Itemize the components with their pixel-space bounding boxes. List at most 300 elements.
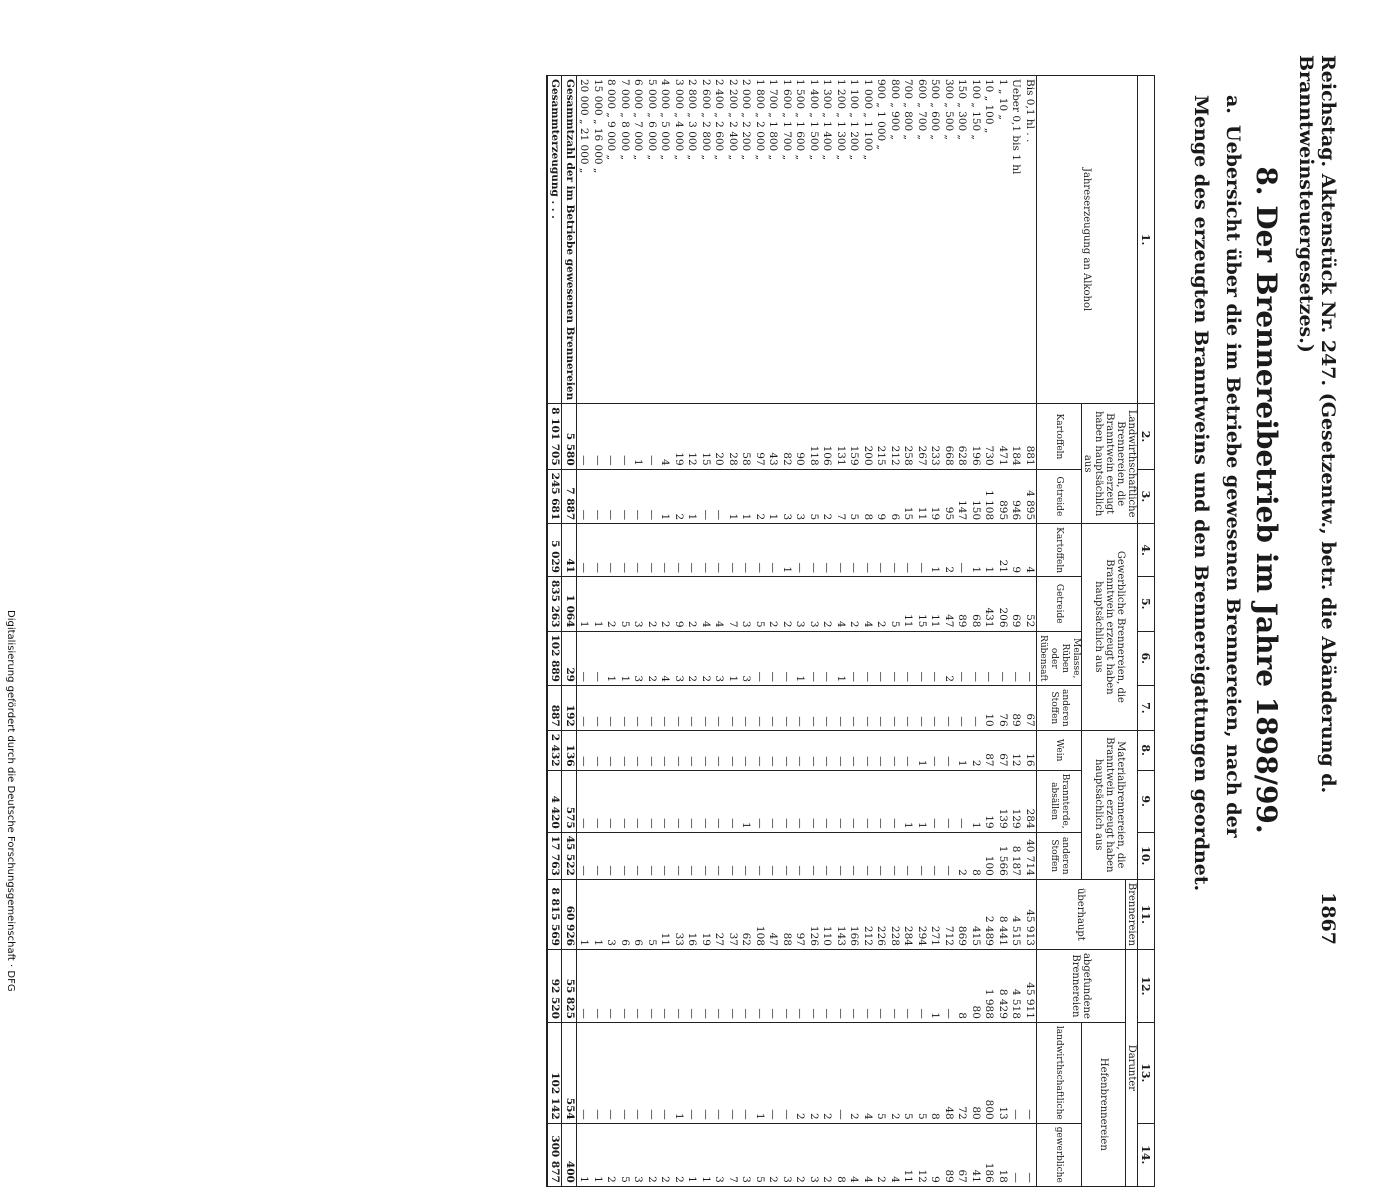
table-cell: 575 <box>562 770 577 832</box>
table-cell: 887 <box>547 686 562 731</box>
row-label: 1 800 „ 2 000 „ <box>753 76 767 404</box>
table-cell: 7 <box>834 469 848 524</box>
table-cell: — <box>834 730 848 770</box>
table-cell: 100 <box>982 832 996 879</box>
table-cell: 2 <box>942 524 956 577</box>
table-row <box>766 76 780 1187</box>
table-row <box>861 76 875 1187</box>
column-number-row <box>1138 76 1155 1187</box>
page-number: 1867 <box>1317 892 1339 945</box>
table-row <box>996 76 1010 1187</box>
table-row <box>739 76 753 1187</box>
table-cell: 1 108 <box>982 469 996 524</box>
table-cell: 11 <box>915 469 929 524</box>
table-cell: — <box>604 730 618 770</box>
table-cell: — <box>726 949 740 1022</box>
table-cell: 2 <box>672 1123 686 1186</box>
row-label: 100 „ 150 „ <box>969 76 983 404</box>
table-cell: — <box>807 686 821 731</box>
table-cell: 3 <box>793 577 807 632</box>
table-cell: — <box>1009 1022 1023 1123</box>
table-cell: 4 <box>658 404 672 469</box>
table-cell: — <box>739 832 753 879</box>
table-cell: — <box>942 770 956 832</box>
table-cell: 27 <box>712 879 726 949</box>
table-cell: 5 <box>645 879 659 949</box>
table-cell: 1 <box>591 879 605 949</box>
table-cell: 5 <box>618 577 632 632</box>
table-cell: 233 <box>928 404 942 469</box>
table-cell: — <box>793 770 807 832</box>
dfg-note: Digitalisierung gefördert durch die Deutsche Forschungsgemeinschaft · DFG <box>5 610 16 992</box>
table-cell: 1 <box>753 1022 767 1123</box>
table-cell: — <box>577 631 591 686</box>
table-cell: 8 815 569 <box>547 879 562 949</box>
table-cell: — <box>780 832 794 879</box>
row-label: 3 000 „ 4 000 „ <box>672 76 686 404</box>
table-cell: 89 <box>1009 686 1023 731</box>
table-cell: — <box>753 524 767 577</box>
table-cell: 87 <box>982 730 996 770</box>
table-cell: 4 895 <box>1023 469 1037 524</box>
table-cell: 12 <box>1009 730 1023 770</box>
table-cell: — <box>874 631 888 686</box>
table-cell: 13 <box>996 1022 1010 1123</box>
table-cell: 6 <box>888 469 902 524</box>
table-cell: 15 <box>901 469 915 524</box>
header-darunter: Darunter <box>1126 949 1138 1186</box>
table-cell: 97 <box>753 404 767 469</box>
table-cell: 196 <box>969 404 983 469</box>
table-cell: — <box>888 949 902 1022</box>
table-cell: 20 <box>712 404 726 469</box>
table-cell: 108 <box>753 879 767 949</box>
table-cell: 92 520 <box>547 949 562 1022</box>
table-cell: — <box>645 469 659 524</box>
column-number: 4. <box>1138 524 1155 577</box>
row-label: 700 „ 800 „ <box>901 76 915 404</box>
sub-header: Melasse, Rüben oder Rübensaft <box>1037 631 1082 686</box>
row-label: 900 „ 1 000 „ <box>874 76 888 404</box>
table-cell: 16 <box>1023 730 1037 770</box>
table-cell: — <box>631 469 645 524</box>
table-cell: 29 <box>562 631 577 686</box>
table-cell: — <box>591 949 605 1022</box>
table-cell: 150 <box>969 469 983 524</box>
row-label: 1 „ 10 „ <box>996 76 1010 404</box>
table-cell: — <box>618 1022 632 1123</box>
table-cell: 228 <box>888 879 902 949</box>
table-cell: 5 <box>753 577 767 632</box>
table-cell: — <box>591 730 605 770</box>
table-cell: 2 <box>820 577 834 632</box>
table-cell: — <box>888 832 902 879</box>
table-cell: — <box>699 469 713 524</box>
table-cell: — <box>672 832 686 879</box>
table-cell: — <box>766 686 780 731</box>
table-cell: — <box>766 730 780 770</box>
table-cell: — <box>658 770 672 832</box>
table-cell: 3 <box>604 879 618 949</box>
table-cell: — <box>726 686 740 731</box>
table-cell: 102 889 <box>547 631 562 686</box>
table-cell: — <box>1023 1022 1037 1123</box>
header-material: Materialbrennereien, die Branntwein erzeugt haben hauptsächlich aus <box>1082 730 1138 879</box>
table-cell: — <box>699 686 713 731</box>
table-row <box>672 76 686 1187</box>
table-row <box>928 76 942 1187</box>
table-cell: 2 <box>753 469 767 524</box>
column-number: 8. <box>1138 730 1155 770</box>
table-cell: 52 <box>1023 577 1037 632</box>
table-row <box>699 76 713 1187</box>
table-cell: 415 <box>969 879 983 949</box>
table-cell: 47 <box>942 577 956 632</box>
table-row <box>874 76 888 1187</box>
table-cell: — <box>699 730 713 770</box>
row-label: 600 „ 700 „ <box>915 76 929 404</box>
table-cell: 554 <box>562 1022 577 1123</box>
table-cell: — <box>915 949 929 1022</box>
table-cell: — <box>631 524 645 577</box>
table-cell: — <box>861 770 875 832</box>
table-cell: 11 <box>901 577 915 632</box>
column-number: 2. <box>1138 404 1155 469</box>
table-row <box>807 76 821 1187</box>
table-cell: 1 988 <box>982 949 996 1022</box>
table-cell: — <box>658 686 672 731</box>
table-cell: 102 142 <box>547 1022 562 1123</box>
table-cell: 76 <box>996 686 1010 731</box>
table-cell: 471 <box>996 404 1010 469</box>
table-cell: — <box>672 949 686 1022</box>
table-cell: — <box>618 770 632 832</box>
table-row <box>591 76 605 1187</box>
table-cell: 106 <box>820 404 834 469</box>
table-cell: — <box>969 686 983 731</box>
table-cell: 3 <box>807 577 821 632</box>
table-cell: — <box>928 832 942 879</box>
row-label: 4 000 „ 5 000 „ <box>658 76 672 404</box>
table-cell: 40 714 <box>1023 832 1037 879</box>
table-cell: — <box>780 770 794 832</box>
table-cell: 5 <box>874 1022 888 1123</box>
table-cell: 10 <box>982 686 996 731</box>
sub-header: anderen Stoffen <box>1037 686 1082 731</box>
table-cell: 2 <box>820 1123 834 1186</box>
table-cell: — <box>955 524 969 577</box>
sub-header: anderen Stoffen <box>1037 832 1082 879</box>
table-cell: — <box>618 949 632 1022</box>
table-cell: — <box>645 524 659 577</box>
table-cell: — <box>658 524 672 577</box>
table-cell: 67 <box>1023 686 1037 731</box>
table-cell: 200 <box>861 404 875 469</box>
row-label: 5 000 „ 6 000 „ <box>645 76 659 404</box>
table-cell: — <box>928 631 942 686</box>
table-cell: 62 <box>739 879 753 949</box>
side-note <box>2 610 16 990</box>
table-row <box>1023 76 1037 1187</box>
column-number: 12. <box>1138 949 1155 1022</box>
table-cell: 8 441 <box>996 879 1010 949</box>
table-cell: 9 <box>672 577 686 632</box>
table-cell: — <box>834 770 848 832</box>
table-cell: 3 <box>739 577 753 632</box>
table-cell: — <box>577 469 591 524</box>
table-cell: — <box>591 469 605 524</box>
table-cell: 90 <box>793 404 807 469</box>
table-cell: 3 <box>780 469 794 524</box>
rotated-page <box>215 55 1345 1183</box>
table-cell: — <box>604 1022 618 1123</box>
row-label: 15 000 „ 16 000 „ <box>591 76 605 404</box>
header-production: Jahreserzeugung an Alkohol <box>1037 76 1138 404</box>
table-cell: 5 <box>888 577 902 632</box>
table-cell: — <box>780 686 794 731</box>
table-cell: 2 <box>766 1123 780 1186</box>
table-cell: — <box>780 631 794 686</box>
table-cell: 41 <box>969 1123 983 1186</box>
table-cell: 1 <box>982 524 996 577</box>
table-cell: — <box>753 832 767 879</box>
table-cell: 946 <box>1009 469 1023 524</box>
table-cell: — <box>780 730 794 770</box>
table-cell: — <box>888 730 902 770</box>
table-cell: 12 <box>915 1123 929 1186</box>
table-row <box>658 76 672 1187</box>
table-cell: 19 <box>672 404 686 469</box>
table-cell: 7 887 <box>562 469 577 524</box>
table-cell: — <box>618 469 632 524</box>
table-cell: 88 <box>780 879 794 949</box>
table-cell: — <box>577 832 591 879</box>
table-cell: — <box>631 686 645 731</box>
table-cell: 72 <box>955 1022 969 1123</box>
table-cell: — <box>685 832 699 879</box>
table-cell: 1 <box>685 469 699 524</box>
table-cell: 1 064 <box>562 577 577 632</box>
table-row <box>712 76 726 1187</box>
table-cell: 1 <box>969 524 983 577</box>
row-label: 1 000 „ 1 100 „ <box>861 76 875 404</box>
table-cell: 159 <box>847 404 861 469</box>
row-label: 1 400 „ 1 500 „ <box>807 76 821 404</box>
table-cell: 8 187 <box>1009 832 1023 879</box>
table-cell: 431 <box>982 577 996 632</box>
table-row <box>915 76 929 1187</box>
table-cell: — <box>712 469 726 524</box>
table-cell: — <box>861 730 875 770</box>
table-cell: — <box>712 524 726 577</box>
table-cell: 1 <box>591 1123 605 1186</box>
table-row <box>969 76 983 1187</box>
row-label: 300 „ 500 „ <box>942 76 956 404</box>
row-label: Ueber 0,1 bis 1 hl <box>1009 76 1023 404</box>
column-number: 10. <box>1138 832 1155 879</box>
table-cell: 2 <box>942 631 956 686</box>
table-cell: — <box>942 686 956 731</box>
table-cell: 3 <box>712 1123 726 1186</box>
table-cell: 1 <box>658 469 672 524</box>
table-cell: 2 <box>847 1022 861 1123</box>
table-cell: 1 <box>901 770 915 832</box>
table-cell: — <box>901 949 915 1022</box>
table-cell: 5 <box>901 1022 915 1123</box>
table-cell: 184 <box>1009 404 1023 469</box>
table-cell: — <box>847 631 861 686</box>
table-cell: — <box>874 770 888 832</box>
page-header <box>1295 55 1345 945</box>
sub-header: landwirthschaftliche <box>1037 1022 1082 1123</box>
table-cell: — <box>577 1022 591 1123</box>
table-cell: 9 <box>928 1123 942 1186</box>
table-cell: — <box>604 949 618 1022</box>
table-cell: — <box>645 404 659 469</box>
table-cell: 143 <box>834 879 848 949</box>
table-cell: 2 <box>672 469 686 524</box>
table-cell: — <box>739 686 753 731</box>
table-cell: 835 263 <box>547 577 562 632</box>
column-number: 1. <box>1138 76 1155 404</box>
header-gewerbl: Gewerbliche Brennereien, die Branntwein erzeugt haben hauptsächlich aus <box>1082 524 1138 731</box>
table-cell: 267 <box>915 404 929 469</box>
table-cell: — <box>712 686 726 731</box>
table-cell: 3 <box>739 631 753 686</box>
table-cell: 8 <box>861 469 875 524</box>
table-cell: — <box>820 770 834 832</box>
table-cell: 11 <box>658 879 672 949</box>
table-cell: — <box>699 949 713 1022</box>
table-cell: 2 <box>847 577 861 632</box>
header-hefen: Hefenbrennereien <box>1082 1022 1126 1186</box>
table-cell: 9 <box>874 469 888 524</box>
table-cell: 18 <box>996 1123 1010 1186</box>
table-cell: — <box>861 524 875 577</box>
table-cell: 215 <box>874 404 888 469</box>
table-row <box>604 76 618 1187</box>
table-cell: — <box>834 686 848 731</box>
table-cell: 4 420 <box>547 770 562 832</box>
table-cell: — <box>1009 631 1023 686</box>
table-cell: — <box>685 770 699 832</box>
table-cell: 1 566 <box>996 832 1010 879</box>
table-cell: — <box>577 770 591 832</box>
table-cell: — <box>847 686 861 731</box>
table-cell: 19 <box>699 879 713 949</box>
table-cell: 9 <box>1009 524 1023 577</box>
table-cell: — <box>874 524 888 577</box>
table-cell: 2 <box>604 1123 618 1186</box>
table-cell: — <box>753 686 767 731</box>
table-cell: 136 <box>562 730 577 770</box>
table-cell: 4 <box>1023 524 1037 577</box>
table-cell: 206 <box>996 577 1010 632</box>
table-cell: — <box>834 949 848 1022</box>
table-cell: — <box>807 631 821 686</box>
table-cell: 68 <box>969 577 983 632</box>
table-cell: 45 913 <box>1023 879 1037 949</box>
distillery-table <box>546 75 1155 1187</box>
table-cell: — <box>685 524 699 577</box>
table-cell: 2 <box>658 1123 672 1186</box>
table-cell: 192 <box>562 686 577 731</box>
table-row <box>645 76 659 1187</box>
table-cell: 1 <box>577 879 591 949</box>
table-cell: — <box>766 524 780 577</box>
table-cell: — <box>901 524 915 577</box>
table-cell: 7 <box>726 1123 740 1186</box>
header-landw: Landwirthschaftliche Brennereien, die Branntwein erzeugt haben hauptsächlich aus <box>1082 404 1138 524</box>
table-row <box>901 76 915 1187</box>
table-cell: 2 432 <box>547 730 562 770</box>
table-cell: — <box>604 770 618 832</box>
table-cell: — <box>955 770 969 832</box>
table-cell: 1 <box>591 577 605 632</box>
table-cell: 4 <box>658 631 672 686</box>
table-cell: 4 <box>834 577 848 632</box>
table-cell: — <box>753 949 767 1022</box>
table-cell: — <box>901 631 915 686</box>
table-cell: — <box>658 1022 672 1123</box>
table-cell: 95 <box>942 469 956 524</box>
table-cell: 80 <box>969 1022 983 1123</box>
table-cell: — <box>618 730 632 770</box>
table-row <box>577 76 591 1187</box>
table-row <box>847 76 861 1187</box>
row-label: 8 000 „ 9 000 „ <box>604 76 618 404</box>
table-cell: 3 <box>807 1123 821 1186</box>
table-cell: — <box>766 631 780 686</box>
table-cell: 4 <box>888 1123 902 1186</box>
table-row <box>793 76 807 1187</box>
table-cell: 48 <box>942 1022 956 1123</box>
table-cell: — <box>888 686 902 731</box>
table-cell: — <box>618 832 632 879</box>
table-row <box>820 76 834 1187</box>
table-cell: — <box>793 730 807 770</box>
table-cell: 60 926 <box>562 879 577 949</box>
table-cell: 3 <box>631 1123 645 1186</box>
table-cell: — <box>672 686 686 731</box>
table-cell: — <box>834 1022 848 1123</box>
table-cell: — <box>591 631 605 686</box>
sub-header: Getreide <box>1037 469 1082 524</box>
table-cell: — <box>942 949 956 1022</box>
row-label: 10 „ 100 „ <box>982 76 996 404</box>
table-cell: — <box>631 832 645 879</box>
table-cell: 186 <box>982 1123 996 1186</box>
table-cell: — <box>712 770 726 832</box>
table-cell: — <box>645 770 659 832</box>
sub-header: Brannterde, absällen <box>1037 770 1082 832</box>
table-cell: 166 <box>847 879 861 949</box>
table-cell: — <box>928 686 942 731</box>
table-cell: 5 <box>915 1022 929 1123</box>
table-row <box>1009 76 1023 1187</box>
table-cell: — <box>807 524 821 577</box>
table-cell: — <box>807 949 821 1022</box>
table-cell: — <box>618 524 632 577</box>
table-cell: 4 518 <box>1009 949 1023 1022</box>
table-cell: 67 <box>955 1123 969 1186</box>
row-label: 20 000 „ 21 000 „ <box>577 76 591 404</box>
table-cell: 8 <box>955 949 969 1022</box>
table-cell: 2 <box>820 469 834 524</box>
table-cell: 712 <box>942 879 956 949</box>
subtitle-text: Uebersicht über die im Betriebe gewesenen Brennereien, nach der Menge des erzeugten Branntweins und den Brennereigattungen geordnet. <box>1190 95 1244 892</box>
table-cell: — <box>766 770 780 832</box>
